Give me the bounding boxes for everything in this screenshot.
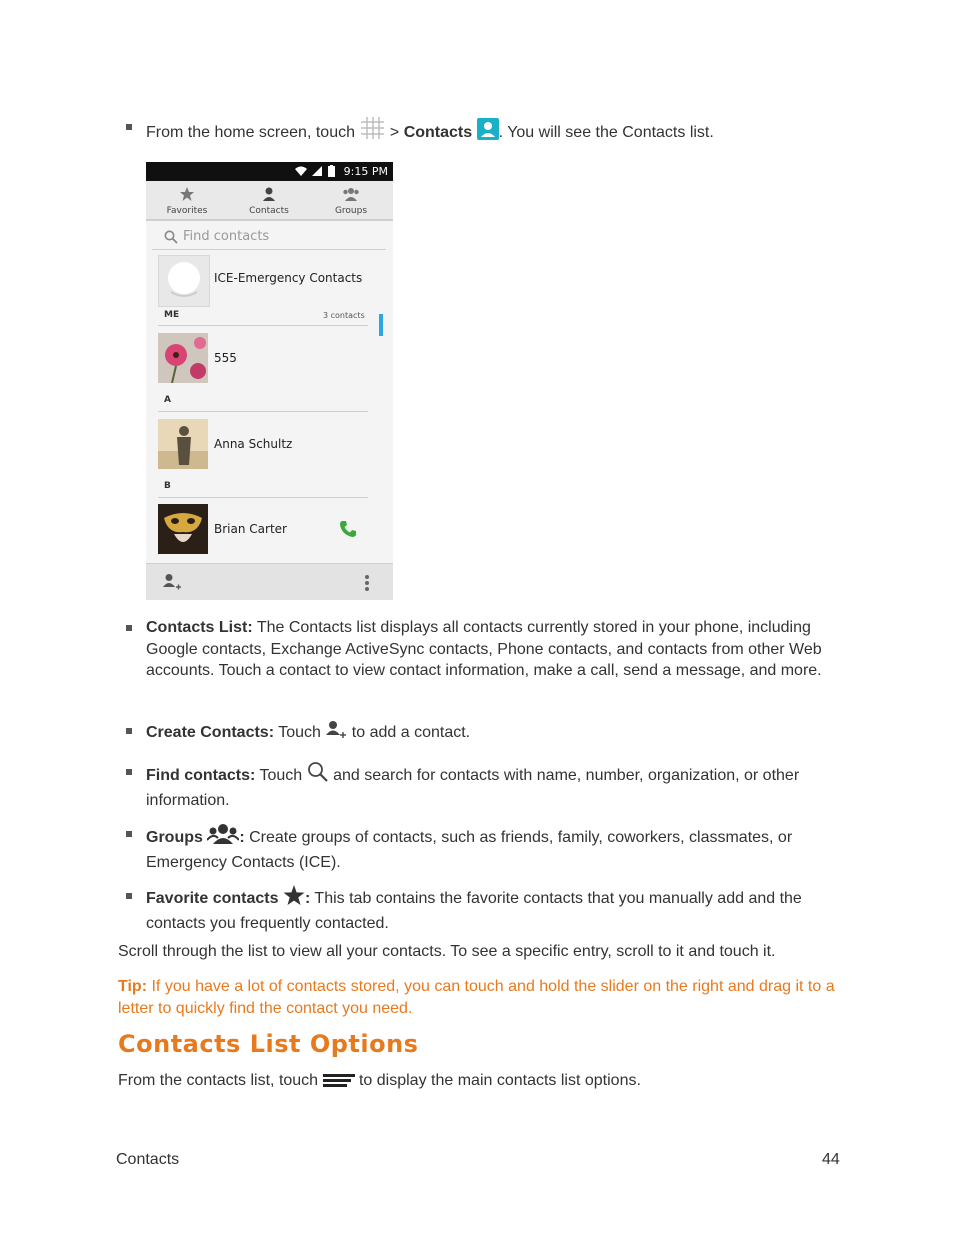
find-contacts-placeholder: Find contacts: [183, 229, 270, 244]
scroll-paragraph: Scroll through the list to view all your contacts. To see a specific entry, scroll to it and touch it.: [118, 943, 776, 960]
bullet-marker: [126, 625, 132, 631]
options-text-before: From the contacts list, touch: [118, 1072, 319, 1089]
bullet-marker: [126, 124, 132, 130]
contact-row[interactable]: [158, 504, 380, 554]
contacts-list-bullet: [128, 617, 838, 682]
avatar: [158, 419, 208, 469]
tab-label: Contacts: [249, 206, 289, 216]
favorite-contacts-bullet: [128, 885, 838, 934]
contact-name: 555: [214, 351, 237, 365]
intro-text-before: From the home screen, touch: [146, 124, 355, 141]
contacts-screenshot: [146, 162, 393, 600]
intro-text-after: . You will see the Contacts list.: [498, 124, 714, 141]
overflow-menu-icon[interactable]: [364, 574, 370, 596]
bullet-marker: [126, 831, 132, 837]
bullet-title: Find contacts:: [146, 767, 256, 784]
status-time: 9:15 PM: [343, 165, 388, 178]
tab-contacts[interactable]: [228, 181, 310, 219]
divider: [158, 497, 368, 498]
tab-favorites[interactable]: [146, 181, 228, 219]
find-contacts-field[interactable]: [152, 225, 386, 250]
bottom-action-bar: [146, 563, 393, 600]
section-header-a: A: [164, 395, 171, 405]
bullet-text-after: and search for contacts with name, number, organization, or other information.: [146, 767, 800, 809]
bullet-title: Create Contacts:: [146, 724, 275, 741]
search-icon: [164, 230, 178, 248]
bullet-colon: :: [304, 890, 311, 907]
intro-bullet: [128, 116, 838, 147]
bullet-title: Groups: [146, 829, 203, 846]
status-bar: [146, 162, 393, 181]
intro-gt: >: [389, 124, 400, 141]
tip-label: Tip:: [118, 978, 148, 995]
contact-row[interactable]: [158, 419, 380, 469]
groups-bullet: [128, 823, 838, 873]
bullet-text-before: Touch: [259, 767, 303, 784]
section-header-b: B: [164, 481, 171, 491]
options-text-after: to display the main contacts list options.: [358, 1072, 641, 1089]
options-paragraph: [118, 1070, 838, 1095]
divider: [158, 325, 368, 326]
section-heading: Contacts List Options: [118, 1030, 419, 1058]
contact-name: Anna Schultz: [214, 437, 293, 451]
star-icon: [146, 187, 228, 201]
find-contacts-bullet: [128, 761, 838, 811]
tab-label: Favorites: [166, 206, 208, 216]
intro-contacts-label: Contacts: [403, 124, 473, 141]
divider: [158, 411, 368, 412]
create-contacts-bullet: [128, 720, 838, 747]
avatar: [158, 333, 208, 383]
footer-section: Contacts: [116, 1151, 180, 1168]
bullet-text: This tab contains the favorite contacts that you manually add and the contacts you frequently contacted.: [146, 890, 802, 932]
add-contact-icon: [325, 720, 347, 747]
tab-label: Groups: [334, 206, 368, 216]
tip-paragraph: [118, 976, 838, 1019]
bullet-marker: [126, 893, 132, 899]
footer-page-number: 44: [822, 1151, 840, 1168]
contact-name: Brian Carter: [214, 522, 287, 536]
tab-groups[interactable]: [310, 181, 392, 219]
section-header-me: ME: [164, 310, 180, 320]
apps-grid-icon: [359, 116, 385, 147]
wifi-icon: [294, 165, 308, 180]
bullet-title: Favorite contacts: [146, 890, 279, 907]
battery-icon: [328, 165, 335, 180]
contacts-app-icon: [477, 118, 499, 147]
tip-text: If you have a lot of contacts stored, you can touch and hold the slider on the right and drag it to a letter to quickly find the contact you need.: [118, 978, 835, 1017]
phone-call-icon[interactable]: [339, 520, 357, 542]
me-count: 3 contacts: [323, 311, 365, 320]
person-icon: [228, 187, 310, 201]
bullet-text-before: Touch: [278, 724, 321, 741]
star-icon: [283, 885, 305, 913]
bullet-text: The Contacts list displays all contacts currently stored in your phone, including Google contacts, Exchange ActiveSync contacts, Phone contacts, and contacts from other Web accounts. Touch a contact to view contact information, make a call, send a message, and more.: [146, 619, 822, 679]
signal-icon: [311, 165, 323, 180]
bullet-title: Contacts List:: [146, 619, 253, 636]
menu-icon: [323, 1072, 355, 1095]
ice-label: ICE-Emergency Contacts: [214, 271, 363, 285]
bullet-text: Create groups of contacts, such as friends, family, coworkers, classmates, or Emergency Contacts (ICE).: [146, 829, 793, 871]
add-contact-icon[interactable]: [162, 573, 182, 595]
bullet-colon: :: [239, 829, 245, 846]
search-icon: [307, 761, 329, 790]
bullet-marker: [126, 728, 132, 734]
bullet-text-after: to add a contact.: [351, 724, 471, 741]
avatar: [158, 504, 208, 554]
ice-contacts-row[interactable]: [158, 255, 380, 307]
bullet-marker: [126, 769, 132, 775]
contacts-tabs: [146, 181, 393, 221]
groups-icon: [310, 187, 392, 201]
avatar: [158, 255, 210, 307]
contact-row[interactable]: [158, 333, 380, 383]
groups-icon: [207, 823, 239, 852]
